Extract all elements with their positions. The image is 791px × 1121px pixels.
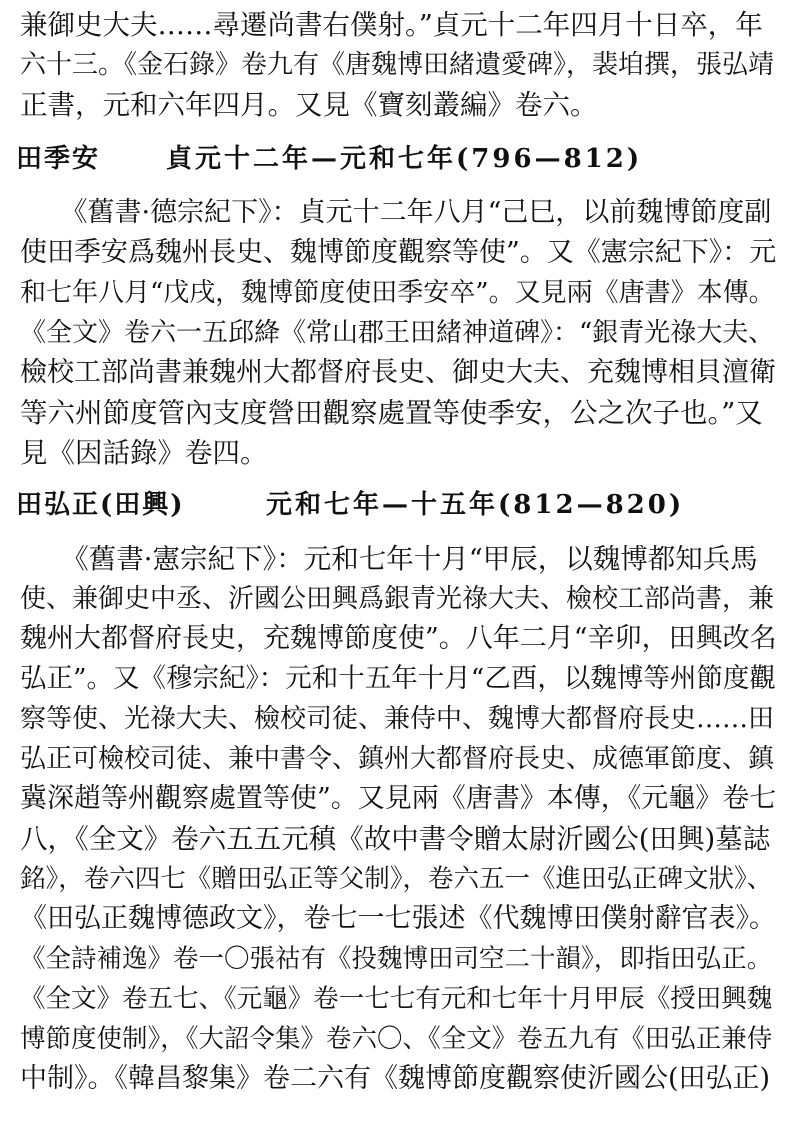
text-line: 銘》，卷六四七《贈田弘正等父制》，卷六五一《進田弘正碑文狀》、 bbox=[20, 864, 773, 894]
entry-name: 田弘正(田興) bbox=[16, 490, 185, 520]
text-line: 察等使、光祿大夫、檢校司徒、兼侍中、魏博大都督府長史……田 bbox=[20, 704, 775, 734]
text-line: 使田季安爲魏州長史、魏博節度觀察等使”。又《憲宗紀下》：元 bbox=[20, 237, 777, 268]
text-line: 兼御史大夫……尋遷尚書右僕射。”貞元十二年四月十日卒，年 bbox=[20, 9, 763, 41]
text-line: 冀深趙等州觀察處置等使”。又見兩《唐書》本傳，《元龜》卷七 bbox=[20, 783, 777, 814]
entry-period: 元和七年—十五年(812—820) bbox=[266, 490, 685, 520]
text-line: 八，《全文》卷六五五元稹《故中書令贈太尉沂國公(田興)墓誌 bbox=[20, 823, 771, 855]
text-line: 弘正”。又《穆宗紀》：元和十五年十月“乙酉，以魏博等州節度觀 bbox=[20, 663, 776, 694]
text-line: 《全詩補逸》卷一〇張祜有《投魏博田司空二十韻》，即指田弘正。 bbox=[20, 944, 773, 974]
text-line: 中制》。《韓昌黎集》卷二六有《魏博節度觀察使沂國公(田弘正) bbox=[20, 1063, 771, 1094]
text-line: 正書，元和六年四月。又見《寶刻叢編》卷六。 bbox=[20, 89, 598, 121]
text-line: 六十三。《金石錄》卷九有《唐魏博田緒遺愛碑》，裴垍撰，張弘靖 bbox=[20, 50, 775, 80]
text-line: 《舊書·憲宗紀下》：元和七年十月“甲辰，以魏博都知兵馬 bbox=[20, 543, 758, 575]
text-line: 弘正可檢校司徒、兼中書令、鎮州大都督府長史、成德軍節度、鎮 bbox=[20, 744, 775, 774]
text-line: 等六州節度管內支度營田觀察處置等使季安，公之次子也。”又 bbox=[20, 397, 763, 429]
text-line: 博節度使制》，《大詔令集》卷六〇、《全文》卷五九有《田弘正兼侍 bbox=[20, 1024, 773, 1054]
text-line: 見《因話錄》卷四。 bbox=[20, 437, 268, 469]
entry-heading bbox=[16, 140, 776, 178]
text-line: 使、兼御史中丞、沂國公田興爲銀青光祿大夫、檢校工部尚書，兼 bbox=[20, 584, 775, 614]
text-line: 檢校工部尚書兼魏州大都督府長史、御史大夫、充魏博相貝澶衛 bbox=[20, 357, 776, 388]
text-line: 《舊書·德宗紀下》：貞元十二年八月“己巳，以前魏博節度副 bbox=[20, 197, 772, 228]
entry-period: 貞元十二年—元和七年(796—812) bbox=[166, 144, 643, 174]
text-line: 《全文》卷六一五邱絳《常山郡王田緒神道碑》：“銀青光祿大夫、 bbox=[20, 318, 775, 348]
text-line: 《田弘正魏博德政文》，卷七一七張述《代魏博田僕射辭官表》。 bbox=[20, 903, 776, 934]
text-line: 魏州大都督府長史，充魏博節度使”。八年二月“辛卯，田興改名 bbox=[20, 623, 777, 654]
entry-name: 田季安 bbox=[16, 144, 101, 174]
text-line: 和七年八月“戊戌，魏博節度使田季安卒”。又見兩《唐書》本傳。 bbox=[20, 278, 775, 308]
text-line: 《全文》卷五七、《元龜》卷一七七有元和七年十月甲辰《授田興魏 bbox=[20, 984, 773, 1014]
entry-heading bbox=[16, 486, 776, 524]
